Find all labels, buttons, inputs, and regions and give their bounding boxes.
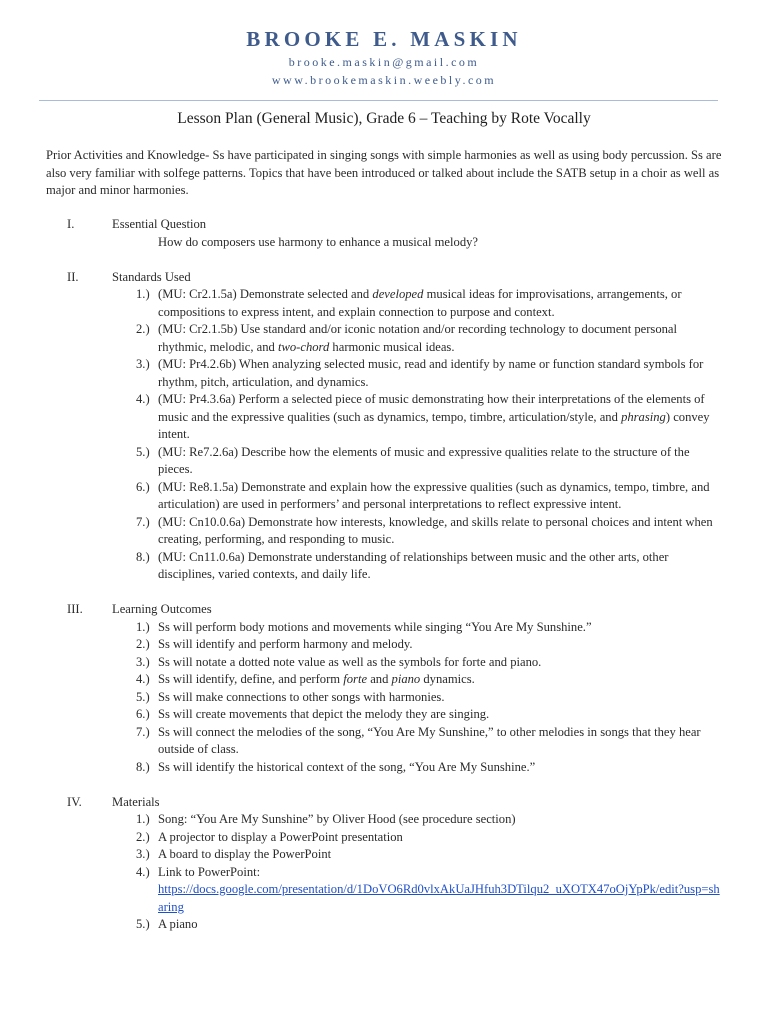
learning-outcomes-list bbox=[0, 619, 768, 777]
list-item-number: 2.) bbox=[136, 637, 150, 651]
list-item bbox=[0, 689, 768, 707]
list-item-number: 5.) bbox=[136, 444, 150, 459]
list-item-number: 6.) bbox=[136, 707, 150, 721]
list-item-text: musical ideas for improvisations, arrangements, or compositions to express intent, and explain connection to purpose and context. bbox=[158, 287, 682, 319]
list-item-number: 7.) bbox=[136, 724, 150, 739]
list-item-text: (MU: Cn10.0.6a) Demonstrate how interests, knowledge, and skills relate to personal choices and intent when creating, performing, and responding to music. bbox=[158, 514, 713, 546]
section-materials bbox=[0, 794, 768, 934]
list-item bbox=[0, 321, 768, 356]
list-item-text: Ss will create movements that depict the melody they are singing. bbox=[158, 707, 490, 721]
list-item-number: 8.) bbox=[136, 549, 150, 564]
list-item-text: ) convey intent. bbox=[158, 409, 710, 441]
list-item-number: 2.) bbox=[136, 322, 150, 336]
list-item bbox=[0, 444, 768, 479]
lesson-content bbox=[0, 216, 768, 951]
section-heading bbox=[0, 794, 768, 812]
list-item-number: 4.) bbox=[136, 864, 150, 879]
section-learning-outcomes bbox=[0, 601, 768, 776]
list-item-emphasis: developed bbox=[372, 287, 424, 301]
list-item-text: Ss will perform body motions and movements while singing “You Are My Sunshine.” bbox=[158, 619, 592, 634]
list-item-text: A board to display the PowerPoint bbox=[158, 847, 332, 861]
author-email: brooke.maskin@gmail.com bbox=[288, 55, 480, 69]
list-item-text: (MU: Re7.2.6a) Describe how the elements of music and expressive qualities relate to the structure of the pieces. bbox=[158, 444, 690, 476]
list-item-emphasis: piano bbox=[391, 672, 421, 686]
section-title: Essential Question bbox=[112, 217, 207, 231]
list-item bbox=[0, 846, 768, 864]
list-item bbox=[0, 514, 768, 549]
list-item-number: 7.) bbox=[136, 514, 150, 529]
list-item-text: (MU: Pr4.3.6a) Perform a selected piece of music demonstrating how their interpretations of the elements of music and the expressive qualities (such as dynamics, tempo, timbre, articulation/style, and bbox=[158, 392, 705, 424]
list-item-emphasis: two-chord bbox=[277, 339, 330, 354]
section-standards-used bbox=[0, 269, 768, 584]
section-number: II. bbox=[67, 269, 79, 284]
list-item-text: Link to PowerPoint: bbox=[158, 864, 261, 879]
list-item-text: Ss will identify the historical context of the song, “You Are My Sunshine.” bbox=[158, 759, 536, 774]
list-item-text: harmonic musical ideas. bbox=[329, 339, 455, 354]
section-essential-question bbox=[0, 216, 768, 251]
header-divider bbox=[39, 100, 718, 101]
list-item-number: 2.) bbox=[136, 829, 150, 844]
list-item bbox=[0, 724, 768, 759]
section-title: Materials bbox=[112, 794, 160, 809]
list-item-number: 5.) bbox=[136, 689, 150, 704]
list-item-text: Ss will identify, define, and perform bbox=[158, 672, 344, 686]
section-number: I. bbox=[67, 217, 75, 231]
list-item bbox=[0, 864, 768, 917]
list-item-number: 1.) bbox=[136, 812, 150, 826]
list-item-text: Ss will connect the melodies of the song, “You Are My Sunshine,” to other melodies in songs that they hear outside of class. bbox=[158, 724, 701, 756]
list-item bbox=[0, 636, 768, 654]
list-item bbox=[0, 619, 768, 637]
list-item-text: A piano bbox=[158, 917, 198, 931]
materials-list bbox=[0, 811, 768, 934]
list-item-text: and bbox=[367, 672, 392, 686]
list-item bbox=[0, 829, 768, 847]
list-item-text: (MU: Cr2.1.5b) Use standard and/or iconic notation and/or recording technology to document personal rhythmic, melodic, and bbox=[158, 322, 678, 354]
list-item bbox=[0, 671, 768, 689]
list-item bbox=[0, 286, 768, 321]
list-item bbox=[0, 759, 768, 777]
list-item bbox=[0, 549, 768, 584]
list-item-text: A projector to display a PowerPoint presentation bbox=[158, 829, 403, 844]
section-heading bbox=[0, 216, 768, 234]
powerpoint-link[interactable]: https://docs.google.com/presentation/d/1DoVO6Rd0vlxAkUaJHfuh3DTilqu2_uXOTX47oOjYpPk/edit?usp=sharing bbox=[158, 882, 720, 914]
list-item-number: 4.) bbox=[136, 392, 150, 406]
list-item-text: Ss will make connections to other songs with harmonies. bbox=[158, 689, 445, 704]
list-item-text: Ss will notate a dotted note value as well as the symbols for forte and piano. bbox=[158, 654, 542, 669]
list-item bbox=[0, 356, 768, 391]
list-item-number: 4.) bbox=[136, 672, 150, 686]
list-item-text: (MU: Cr2.1.5a) Demonstrate selected and bbox=[158, 287, 373, 301]
list-item-number: 5.) bbox=[136, 917, 150, 931]
list-item-number: 3.) bbox=[136, 654, 150, 669]
author-website: www.brookemaskin.weebly.com bbox=[271, 73, 497, 87]
list-item-text: (MU: Cn11.0.6a) Demonstrate understanding of relationships between music and the other arts, other disciplines, varied contexts, and daily life. bbox=[158, 549, 669, 581]
author-name: BROOKE E. MASKIN bbox=[246, 27, 522, 51]
list-item-number: 3.) bbox=[136, 847, 150, 861]
list-item bbox=[0, 391, 768, 444]
essential-question-text: How do composers use harmony to enhance a musical melody? bbox=[158, 234, 479, 249]
list-item-number: 1.) bbox=[136, 287, 150, 301]
section-number: III. bbox=[67, 602, 83, 616]
prior-knowledge-paragraph: Prior Activities and Knowledge- Ss have participated in singing songs with simple harmonies as well as using body percussion. Ss are also very familiar with solfege patterns. Topics that have been introduced or talked about include the SATB setup in a choir as well as major and minor harmonies. bbox=[46, 148, 722, 197]
lesson-plan-title: Lesson Plan (General Music), Grade 6 – Teaching by Rote Vocally bbox=[177, 110, 591, 127]
list-item bbox=[0, 706, 768, 724]
section-title: Standards Used bbox=[112, 269, 191, 284]
section-heading bbox=[0, 269, 768, 287]
list-item bbox=[0, 479, 768, 514]
list-item-text: (MU: Pr4.2.6b) When analyzing selected music, read and identify by name or function standard symbols for rhythm, pitch, articulation, and dynamics. bbox=[158, 357, 704, 389]
list-item-text: Ss will identify and perform harmony and melody. bbox=[158, 637, 413, 651]
standards-list bbox=[0, 286, 768, 584]
list-item-text: dynamics. bbox=[420, 672, 475, 686]
list-item bbox=[0, 916, 768, 934]
list-item-emphasis: forte bbox=[343, 672, 368, 686]
section-title: Learning Outcomes bbox=[112, 602, 212, 616]
section-heading bbox=[0, 601, 768, 619]
list-item bbox=[0, 811, 768, 829]
list-item-number: 6.) bbox=[136, 479, 150, 494]
list-item-number: 8.) bbox=[136, 759, 150, 774]
list-item-text: (MU: Re8.1.5a) Demonstrate and explain how the expressive qualities (such as dynamics, tempo, timbre, and articulation) are used in performers’ and personal interpretations to reflect expressive intent. bbox=[158, 479, 710, 511]
list-item-emphasis: phrasing bbox=[621, 409, 666, 424]
list-item-text: Song: “You Are My Sunshine” by Oliver Hood (see procedure section) bbox=[158, 812, 516, 826]
list-item bbox=[0, 654, 768, 672]
list-item-number: 3.) bbox=[136, 357, 150, 371]
list-item-number: 1.) bbox=[136, 619, 150, 634]
section-number: IV. bbox=[67, 794, 82, 809]
